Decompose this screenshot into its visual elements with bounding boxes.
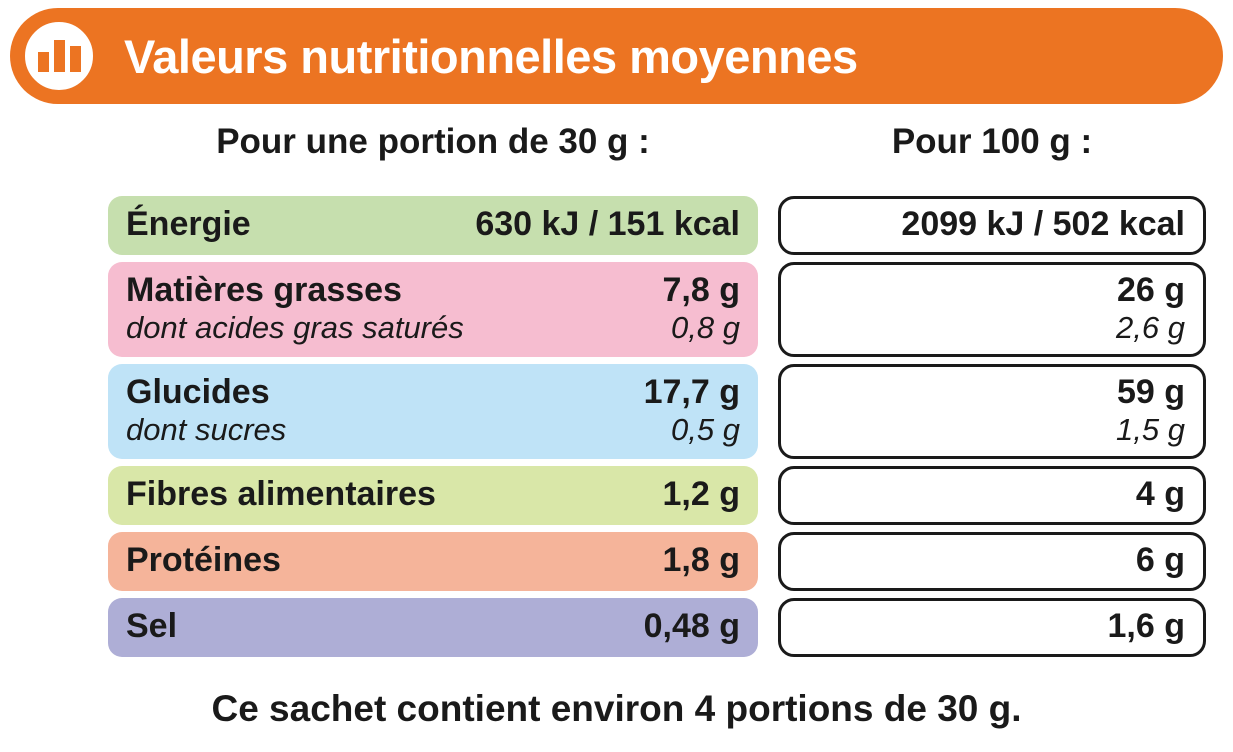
row-value: 59 g: [1116, 373, 1185, 411]
row-value: 1,6 g: [1107, 607, 1185, 645]
row-subvalue: 0,8 g: [671, 310, 740, 345]
row-value: 2099 kJ / 502 kcal: [901, 205, 1185, 243]
row-value: 7,8 g: [662, 271, 740, 309]
row-sublabel: dont sucres: [126, 412, 287, 447]
row-sel-portion: [108, 598, 758, 657]
table-row: [0, 364, 1233, 459]
row-value: 630 kJ / 151 kcal: [475, 205, 740, 243]
table-row: [0, 466, 1233, 525]
portion-column-heading: Pour une portion de 30 g :: [216, 122, 650, 161]
row-energie-portion: [108, 196, 758, 255]
row-value: 26 g: [1116, 271, 1185, 309]
row-label: Énergie: [126, 205, 251, 243]
row-label: Matières grasses: [126, 271, 402, 309]
row-value: 1,2 g: [662, 475, 740, 513]
row-value: 4 g: [1135, 475, 1185, 513]
row-value: 17,7 g: [643, 373, 740, 411]
table-row: [0, 196, 1233, 255]
column-headings: [0, 122, 1233, 174]
row-label: Protéines: [126, 541, 281, 579]
row-value: 1,8 g: [662, 541, 740, 579]
row-sublabel: dont acides gras saturés: [126, 310, 464, 345]
bar-chart-icon: [20, 17, 98, 95]
row-subvalue: 1,5 g: [1116, 412, 1185, 447]
table-row: [0, 532, 1233, 591]
row-subvalue: 2,6 g: [1116, 310, 1185, 345]
nutrition-table: [0, 196, 1233, 664]
row-value: 0,48 g: [643, 607, 740, 645]
per100-column-heading: Pour 100 g :: [891, 122, 1093, 161]
row-matieres-grasses-portion: [108, 262, 758, 357]
row-label: Fibres alimentaires: [126, 475, 436, 513]
row-fibres-portion: [108, 466, 758, 525]
row-label: Sel: [126, 607, 178, 645]
row-value: 6 g: [1135, 541, 1185, 579]
table-row: [0, 598, 1233, 657]
portions-note: Ce sachet contient environ 4 portions de 30 g.: [211, 688, 1022, 729]
row-subvalue: 0,5 g: [671, 412, 740, 447]
panel-header: [10, 8, 1223, 104]
row-glucides-per100: [778, 364, 1206, 459]
row-glucides-portion: [108, 364, 758, 459]
row-proteines-per100: [778, 532, 1206, 591]
row-fibres-per100: [778, 466, 1206, 525]
row-matieres-grasses-per100: [778, 262, 1206, 357]
row-sel-per100: [778, 598, 1206, 657]
row-label: Glucides: [126, 373, 270, 411]
row-proteines-portion: [108, 532, 758, 591]
table-row: [0, 262, 1233, 357]
page-title: Valeurs nutritionnelles moyennes: [124, 29, 858, 83]
row-energie-per100: [778, 196, 1206, 255]
